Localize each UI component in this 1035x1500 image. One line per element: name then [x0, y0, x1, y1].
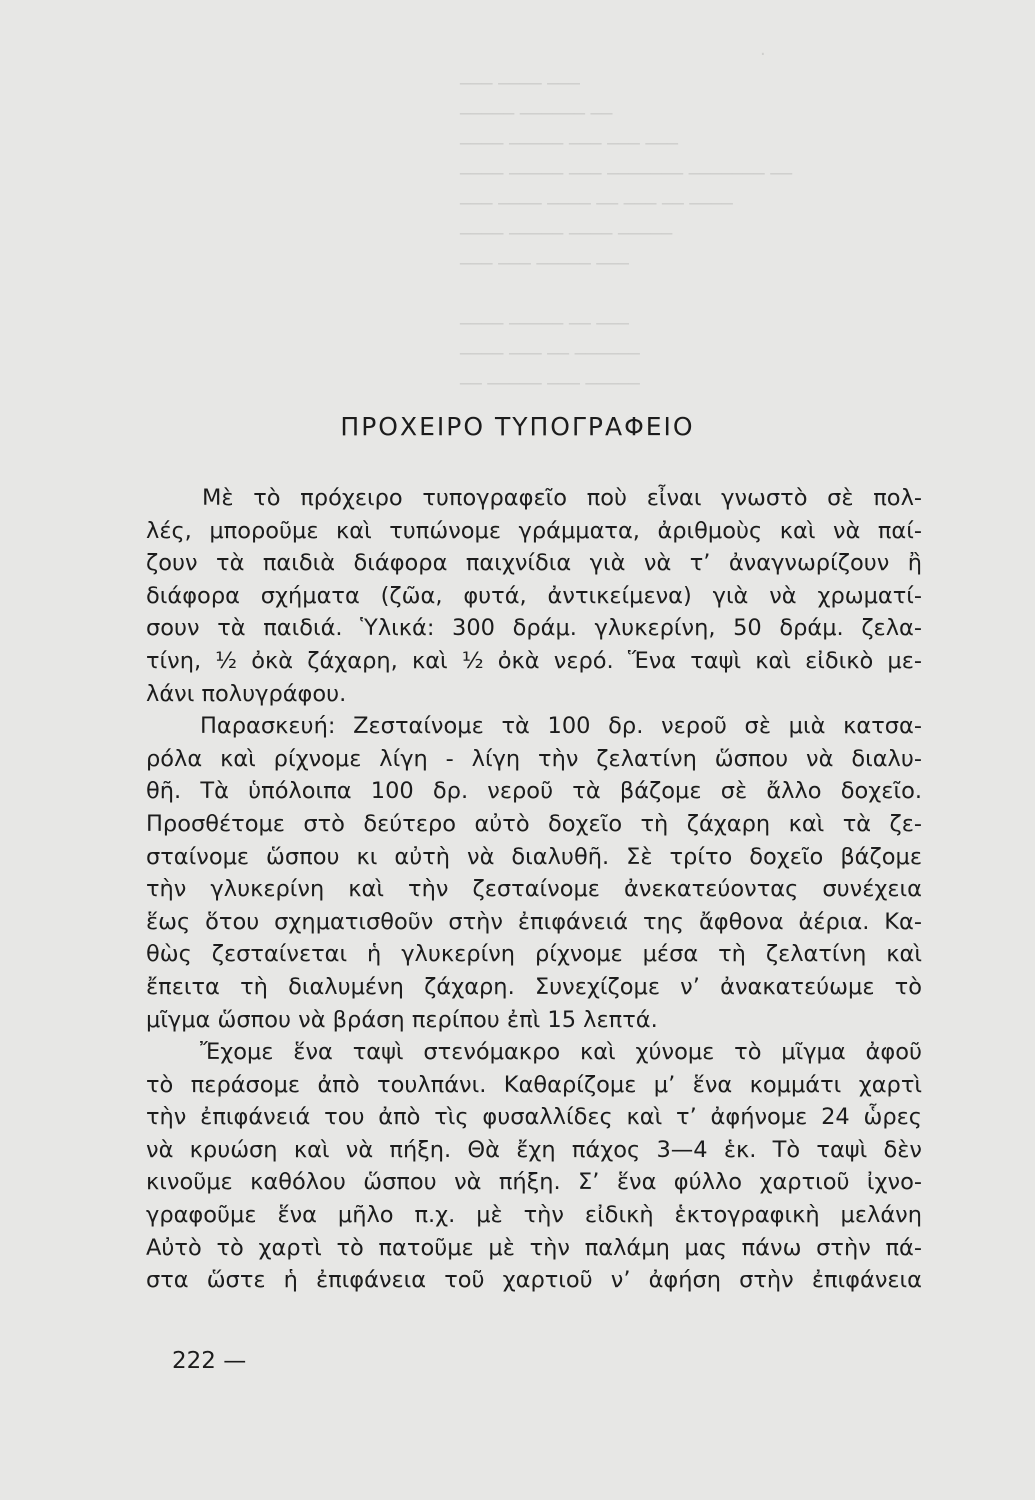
text-line: Μὲ τὸ πρόχειρο τυπογραφεῖο ποὺ εἶναι γνωστὸ σὲ πολ-	[202, 485, 922, 511]
text-line: τίνη, ½ ὀκὰ ζάχαρη, καὶ ½ ὀκὰ νερό. Ἕνα ταψὶ καὶ εἰδικὸ με-	[146, 647, 922, 674]
text-line: Ἔχομε ἕνα ταψὶ στενόμακρο καὶ χύνομε τὸ μῖγμα ἀφοῦ	[200, 1039, 922, 1066]
text-line: διάφορα σχήματα (ζῶα, φυτά, ἀντικείμενα) γιὰ νὰ χρωματί-	[146, 582, 922, 609]
text-line: κινοῦμε καθόλου ὥσπου νὰ πήξη. Σ’ ἕνα φύλλο χαρτιοῦ ἰχνο-	[146, 1169, 922, 1196]
text-line: μῖγμα ὥσπου νὰ βράση περίπου ἐπὶ 15 λεπτά.	[146, 1006, 658, 1033]
page-title: ΠΡΟΧΕΙΡΟ ΤΥΠΟΓΡΑΦΕΙΟ	[340, 412, 695, 441]
text-line: Παρασκευή: Ζεσταίνομε τὰ 100 δρ. νεροῦ σὲ μιὰ κατσα-	[200, 713, 922, 740]
text-line: σταίνομε ὥσπου κι αὐτὴ νὰ διαλυθῆ. Σὲ τρίτο δοχεῖο βάζομε	[146, 843, 922, 870]
text-line: στα ὥστε ἡ ἐπιφάνεια τοῦ χαρτιοῦ ν’ ἀφήση στὴν ἐπιφάνεια	[146, 1267, 922, 1294]
text-line: Αὐτὸ τὸ χαρτὶ τὸ πατοῦμε μὲ τὴν παλάμη μας πάνω στὴν πά-	[146, 1234, 922, 1261]
text-line: σουν τὰ παιδιά. Ὑλικά: 300 δράμ. γλυκερίνη, 50 δράμ. ζελα-	[146, 615, 922, 642]
page-number: 222 —	[172, 1348, 247, 1374]
body-text	[146, 482, 922, 1297]
text-line: τὸ περάσομε ἀπὸ τουλπάνι. Καθαρίζομε μ’ ἕνα κομμάτι χαρτὶ	[146, 1071, 922, 1098]
text-line: νὰ κρυώση καὶ νὰ πήξη. Θὰ ἔχη πάχος 3—4 ἑκ. Τὸ ταψὶ δὲν	[146, 1136, 922, 1163]
text-line: λές, μποροῦμε καὶ τυπώνομε γράμματα, ἀριθμοὺς καὶ νὰ παί-	[146, 517, 922, 544]
text-line: Προσθέτομε στὸ δεύτερο αὐτὸ δοχεῖο τὴ ζάχαρη καὶ τὰ ζε-	[146, 810, 922, 837]
text-line: τὴν ἐπιφάνειά του ἀπὸ τὶς φυσαλλίδες καὶ τ’ ἀφήνομε 24 ὧρες	[146, 1104, 922, 1131]
text-line: ρόλα καὶ ρίχνομε λίγη - λίγη τὴν ζελατίνη ὥσπου νὰ διαλυ-	[146, 745, 922, 772]
text-line: τὴν γλυκερίνη καὶ τὴν ζεσταίνομε ἀνεκατεύοντας συνέχεια	[146, 876, 922, 903]
text-line: ἔπειτα τὴ διαλυμένη ζάχαρη. Συνεχίζομε ν’ ἀνακατεύωμε τὸ	[146, 973, 922, 1000]
text-line: θῆ. Τὰ ὑπόλοιπα 100 δρ. νεροῦ τὰ βάζομε σὲ ἄλλο δοχεῖο.	[146, 778, 922, 805]
show-through-text: · ─── ──── ─── ───── ────── ── ──── ───── ─── ─── ─── ──── ───── ─── ─────── ─────── ── ─── ──── ──── ── ─── ── ──── ──── ───── ──── ───── ─── ─── ───── ─── ──── ───── ── ─── ──── ─── ── ────── ── ───── ─── ─────	[460, 44, 793, 395]
text-line: γραφοῦμε ἕνα μῆλο π.χ. μὲ τὴν εἰδικὴ ἑκτογραφικὴ μελάνη	[146, 1202, 922, 1229]
text-line: ζουν τὰ παιδιὰ διάφορα παιχνίδια γιὰ νὰ τ’ ἀναγνωρίζουν ἢ	[146, 550, 922, 577]
text-line: θὼς ζεσταίνεται ἡ γλυκερίνη ρίχνομε μέσα τὴ ζελατίνη καὶ	[146, 941, 922, 968]
text-line: ἕως ὅτου σχηματισθοῦν στὴν ἐπιφάνειά της ἄφθονα ἀέρια. Κα-	[146, 908, 922, 935]
text-line: λάνι πολυγράφου.	[146, 680, 347, 707]
